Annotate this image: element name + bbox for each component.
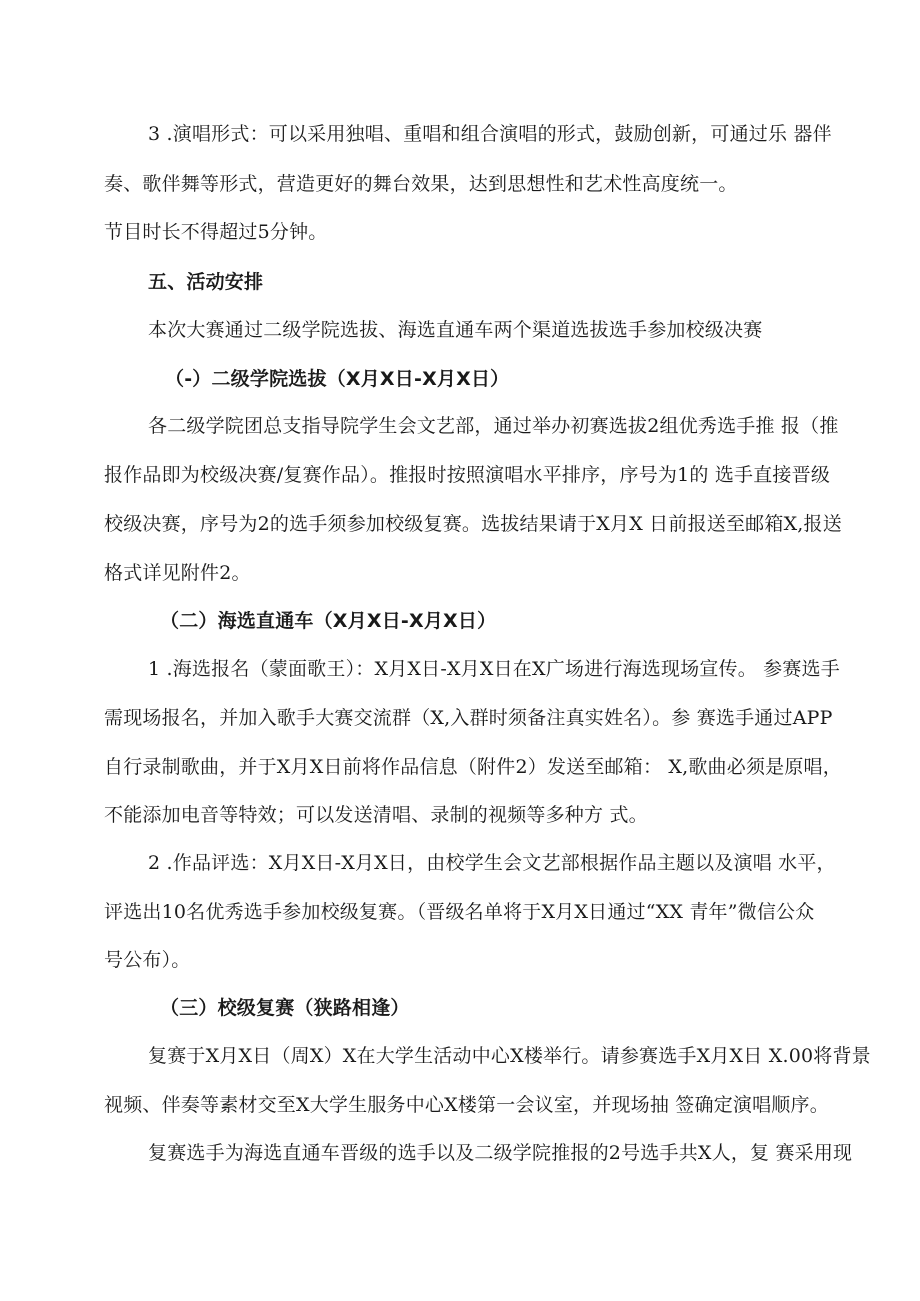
paragraph-college-line-4: 格式详见附件2。 <box>104 562 251 584</box>
subheading-college-selection: （-）二级学院选拔（X月X日-X月X日） <box>165 368 510 390</box>
paragraph-audition-line-1: 1 .海选报名（蒙面歌王）：X月X日-X月X日在X广场进行海选现场宣传。 参赛选手 <box>148 658 840 680</box>
paragraph-audition-line-2: 需现场报名，并加入歌手大赛交流群（X,入群时须备注真实姓名）。参 赛选手通过APP <box>104 707 833 729</box>
paragraph-evaluation-line-1: 2 .作品评选：X月X日-X月X日，由校学生会文艺部根据作品主题以及演唱 水平， <box>148 852 836 874</box>
paragraph-semifinal-line-1: 复赛于X月X日（周X）X在大学生活动中心X楼举行。请参赛选手X月X日 X.00将背景 <box>148 1045 871 1067</box>
paragraph-audition-line-4: 不能添加电音等特效；可以发送清唱、录制的视频等多种方 式。 <box>104 804 648 826</box>
paragraph-college-line-3: 校级决赛，序号为2的选手须参加校级复赛。选拔结果请于X月X 日前报送至邮箱X,报送 <box>104 513 842 535</box>
paragraph-intro: 本次大赛通过二级学院选拔、海选直通车两个渠道选拔选手参加校级决赛 <box>148 319 763 341</box>
paragraph-singing-form-line-1: 3 .演唱形式：可以采用独唱、重唱和组合演唱的形式，鼓励创新，可通过乐 器伴 <box>148 123 832 145</box>
subheading-audition: （二）海选直通车（X月X日-X月X日） <box>160 610 497 632</box>
paragraph-semifinal-line-3: 复赛选手为海选直通车晋级的选手以及二级学院推报的2号选手共X人，复 赛采用现 <box>148 1142 853 1164</box>
paragraph-evaluation-line-2: 评选出10名优秀选手参加校级复赛。（晋级名单将于X月X日通过“XX 青年”微信公众 <box>104 901 815 923</box>
paragraph-semifinal-line-2: 视频、伴奏等素材交至X大学生服务中心X楼第一会议室，并现场抽 签确定演唱顺序。 <box>104 1094 829 1116</box>
paragraph-evaluation-line-3: 号公布）。 <box>104 949 191 971</box>
paragraph-college-line-1: 各二级学院团总支指导院学生会文艺部，通过举办初赛选拔2组优秀选手推 报（推 <box>148 415 839 437</box>
paragraph-audition-line-3: 自行录制歌曲，并于X月X日前将作品信息（附件2）发送至邮箱： X,歌曲必须是原唱， <box>104 756 842 778</box>
paragraph-college-line-2: 报作品即为校级决赛/复赛作品）。推报时按照演唱水平排序，序号为1的 选手直接晋级 <box>104 464 831 486</box>
subheading-semifinal: （三）校级复赛（狭路相逢） <box>160 997 410 1019</box>
paragraph-duration: 节目时长不得超过5分钟。 <box>104 221 328 243</box>
section-heading-activity: 五、活动安排 <box>148 271 264 293</box>
paragraph-singing-form-line-2: 奏、歌伴舞等形式，营造更好的舞台效果，达到思想性和艺术性高度统一。 <box>104 173 738 195</box>
